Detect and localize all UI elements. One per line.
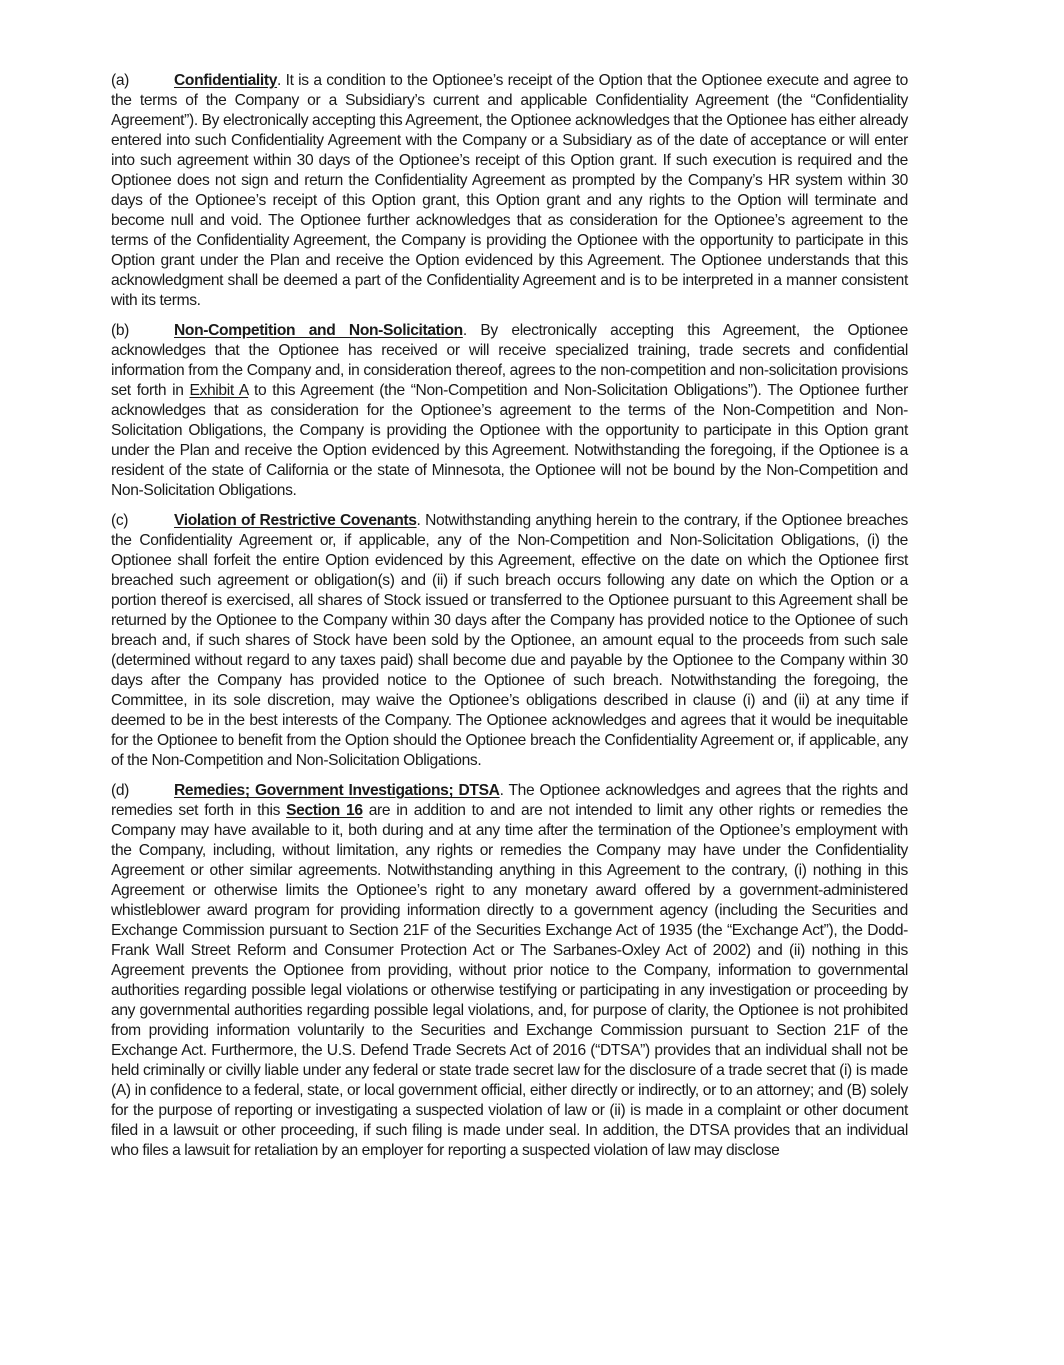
section-heading: Non-Competition and Non-Solicitation — [174, 322, 463, 339]
exhibit-a-reference: Exhibit A — [189, 382, 249, 399]
section-heading: Confidentiality — [174, 72, 278, 89]
section-b-non-competition — [111, 321, 908, 501]
section-a-confidentiality — [111, 71, 908, 311]
section-16-reference: Section 16 — [286, 802, 363, 819]
section-body: . Notwithstanding anything herein to the contrary, if the Optionee breaches the Confidentiality Agreement or, if applicable, any of the Non-Competition and Non-Solicitation Obligations, (i) the Optionee shall forfeit the entire Option evidenced by this Agreement, effective on the date on which the Optionee first breached such agreement or obligation(s) and (ii) if such breach occurs following any date on which the Option or a portion thereof is exercised, all shares of Stock issued or transferred to the Optionee pursuant to this Agreement shall be returned by the Optionee to the Company within 30 days after the Company has provided notice to the Optionee of such breach and, if such shares of Stock have been sold by the Optionee, an amount equal to the proceeds from such sale (determined without regard to any taxes paid) shall become due and payable by the Optionee to the Company within 30 days after the Company has provided notice to the Optionee of such breach. Notwithstanding the foregoing, the Committee, in its sole discretion, may waive the Optionee’s obligations described in clause (i) and (ii) at any time if deemed to be in the best interests of the Company. The Optionee acknowledges and agrees that it would be inequitable for the Optionee to benefit from the Option should the Optionee breach the Confidentiality Agreement or, if applicable, any of the Non-Competition and Non-Solicitation Obligations. — [111, 512, 908, 769]
section-label: (d) — [111, 782, 130, 799]
section-body: . The Optionee acknowledges and agrees that the rights and remedies set forth in this — [111, 782, 908, 819]
section-label: (b) — [111, 322, 130, 339]
section-heading: Violation of Restrictive Covenants — [174, 512, 417, 529]
section-body-continued: to this Agreement (the “Non-Competition and Non-Solicitation Obligations”). The Optionee further acknowledges that as consideration for the Optionee’s agreement to the terms of the Non-Competition and Non-Solicitation Obligations, the Company is providing the Optionee with the opportunity to participate in this Option grant under the Plan and receive the Option evidenced by this Agreement. Notwithstanding the foregoing, if the Optionee is a resident of the state of California or the state of Minnesota, the Optionee will not be bound by the Non-Competition and Non-Solicitation Obligations. — [111, 382, 908, 499]
section-heading: Remedies; Government Investigations; DTSA — [174, 782, 500, 799]
section-c-violation — [111, 511, 908, 771]
document-page — [111, 71, 908, 1171]
section-label: (a) — [111, 72, 130, 89]
section-body: . By electronically accepting this Agreement, the Optionee acknowledges that the Optionee has received or will receive specialized training, trade secrets and confidential information from the Company and, in consideration thereof, agrees to the non-competition and non-solicitation provisions set forth in — [111, 322, 909, 399]
section-d-remedies — [111, 781, 908, 1161]
section-label: (c) — [111, 512, 129, 529]
section-body: . It is a condition to the Optionee’s receipt of the Option that the Optionee execute and agree to the terms of the Company or a Subsidiary’s current and applicable Confidentiality Agreement (the “Confidentiality Agreement”). By electronically accepting this Agreement, the Optionee acknowledges that the Optionee has either already entered into such Confidentiality Agreement with the Company or a Subsidiary as of the date of acceptance or will enter into such agreement within 30 days of the Optionee’s receipt of this Option grant. If such execution is required and the Optionee does not sign and return the Confidentiality Agreement as prompted by the Company’s HR system within 30 days of the Optionee’s receipt of this Option grant, this Option grant and any rights to the Option will terminate and become null and void. The Optionee further acknowledges that as consideration for the Optionee’s agreement to the terms of the Confidentiality Agreement, the Company is providing the Optionee with the opportunity to participate in this Option grant under the Plan and receive the Option evidenced by this Agreement. The Optionee understands that this acknowledgment shall be deemed a part of the Confidentiality Agreement and is to be interpreted in a manner consistent with its terms. — [111, 72, 908, 309]
section-body-continued: are in addition to and are not intended to limit any other rights or remedies the Company may have available to it, both during and at any time after the termination of the Optionee’s employment with the Company, including, without limitation, any rights or remedies the Company may have under the Confidentiality Agreement or other similar agreements. Notwithstanding anything in this Agreement to the contrary, (i) nothing in this Agreement or otherwise limits the Optionee’s right to any monetary award offered by a government-administered whistleblower award program for providing information directly to a government agency (including the Securities and Exchange Commission pursuant to Section 21F of the Securities Exchange Act of 1935 (the “Exchange Act”), the Dodd-Frank Wall Street Reform and Consumer Protection Act or The Sarbanes-Oxley Act of 2002) and (ii) nothing in this Agreement prevents the Optionee from providing, without prior notice to the Company, information to governmental authorities regarding possible legal violations or otherwise testifying or participating in any investigation or proceeding by any governmental authorities regarding possible legal violations, and, for purpose of clarity, the Optionee is not prohibited from providing information voluntarily to the Securities and Exchange Commission pursuant to Section 21F of the Exchange Act. Furthermore, the U.S. Defend Trade Secrets Act of 2016 (“DTSA”) provides that an individual shall not be held criminally or civilly liable under any federal or state trade secret law for the disclosure of a trade secret that (i) is made (A) in confidence to a federal, state, or local government official, either directly or indirectly, or to an attorney; and (B) solely for the purpose of reporting or investigating a suspected violation of law or (ii) is made in a complaint or other document filed in a lawsuit or other proceeding, if such filing is made under seal. In addition, the DTSA provides that an individual who files a lawsuit for retaliation by an employer for reporting a suspected violation of law may disclose — [111, 802, 908, 1159]
